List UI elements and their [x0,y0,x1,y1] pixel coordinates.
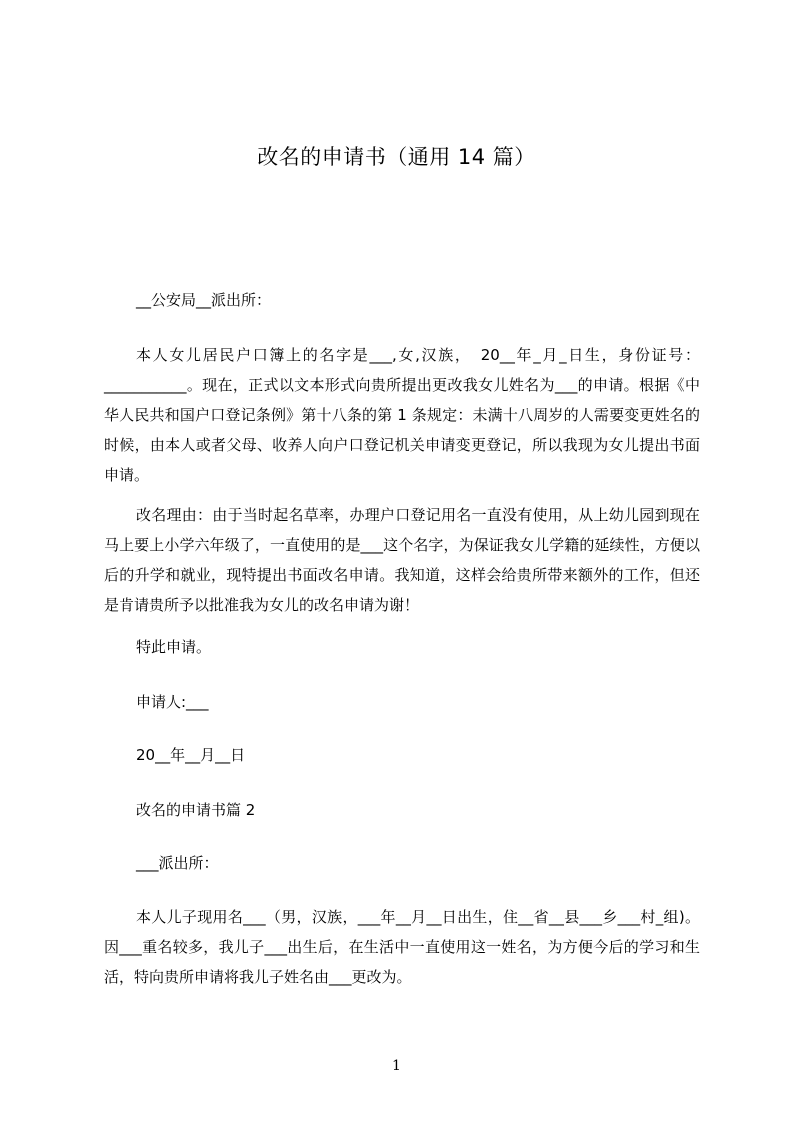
addressee-line: __公安局__派出所： [136,291,272,309]
paragraph-request: 本人女儿居民户口簿上的名字是___,女,汉族， 20__年_月_日生，身份证号：___________。现在，正式以文本形式向贵所提出更改我女儿姓名为___的申请。根据《中华人民共和国户口登记条例》第十八条的第 1 条规定：未满十八周岁的人需要变更姓名的时候，由本人或者父母、收养人向户口登记机关申请变更登记，所以我现为女儿提出书面申请。 [104,346,700,484]
closing-line: 特此申请。 [136,638,212,656]
section-title: 改名的申请书篇 2 [136,801,256,819]
document-title: 改名的申请书（通用 14 篇） [257,145,536,169]
applicant-line: 申请人:___ [136,693,209,711]
addressee-line-2: ___派出所： [136,854,219,872]
paragraph-son-request: 本人儿子现用名___（男，汉族，___年__月__日出生，住__省__县___乡___村_组)。因___重名较多，我儿子___出生后，在生活中一直使用这一姓名，为方便今后的学习和生活，特向贵所申请将我儿子姓名由___更改为。 [104,908,700,986]
date-line: 20__年__月__日 [136,746,246,764]
paragraph-reason: 改名理由：由于当时起名草率，办理户口登记用名一直没有使用，从上幼儿园到现在马上要上小学六年级了，一直使用的是___这个名字，为保证我女儿学籍的延续性，方便以后的升学和就业，现特提出书面改名申请。我知道，这样会给贵所带来额外的工作，但还是肯请贵所予以批准我为女儿的改名申请为谢！ [104,506,700,614]
page-number: 1 [392,1058,401,1074]
